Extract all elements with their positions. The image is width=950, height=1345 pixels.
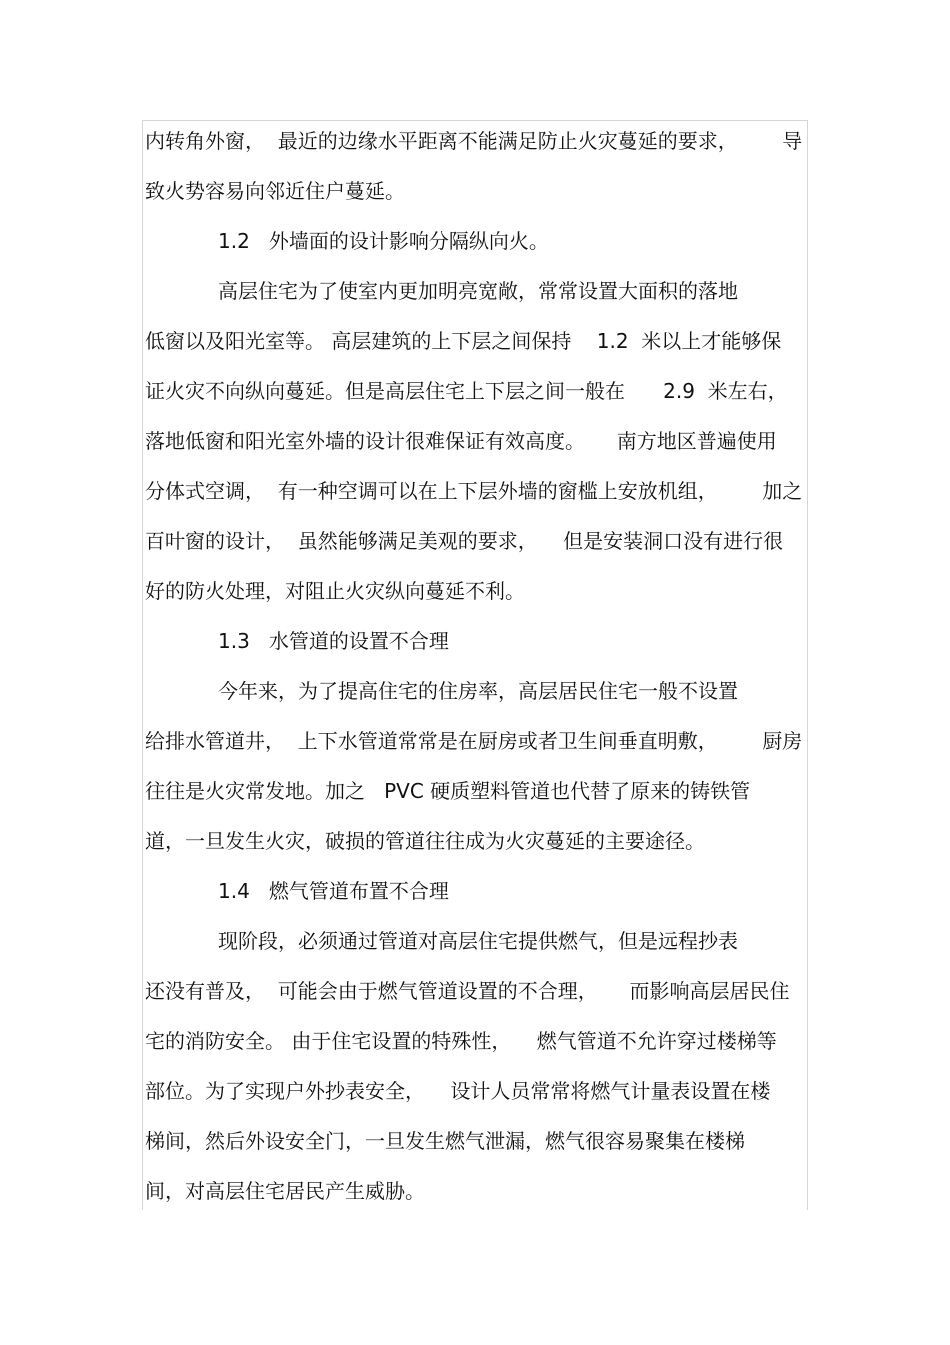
page-frame-top-border <box>142 120 808 121</box>
paragraph-line-12: 今年来，为了提高住宅的住房率，高层居民住宅一般不设置 <box>218 679 738 703</box>
paragraph-line-19: 宅的消防安全。 由于住宅设置的特殊性， 燃气管道不允许穿过楼梯等 <box>145 1029 777 1053</box>
paragraph-line-17: 现阶段，必须通过管道对高层住宅提供燃气，但是远程抄表 <box>218 929 738 953</box>
paragraph-line-1: 内转角外窗， 最近的边缘水平距离不能满足防止火灾蔓延的要求， 导 <box>145 129 803 153</box>
page-frame-right-border <box>807 120 808 1210</box>
section-heading-1-2: 1.2 外墙面的设计影响分隔纵向火。 <box>218 229 549 253</box>
section-heading-1-4: 1.4 燃气管道布置不合理 <box>218 879 449 903</box>
paragraph-line-4: 高层住宅为了使室内更加明亮宽敞，常常设置大面积的落地 <box>218 279 738 303</box>
paragraph-line-14: 往往是火灾常发地。加之 PVC 硬质塑料管道也代替了原来的铸铁管 <box>145 779 751 803</box>
paragraph-line-5: 低窗以及阳光室等。 高层建筑的上下层之间保持 1.2 米以上才能够保 <box>145 329 782 353</box>
paragraph-line-20: 部位。为了实现户外抄表安全， 设计人员常常将燃气计量表设置在楼 <box>145 1079 771 1103</box>
section-heading-1-3: 1.3 水管道的设置不合理 <box>218 629 449 653</box>
paragraph-line-9: 百叶窗的设计， 虽然能够满足美观的要求， 但是安装洞口没有进行很 <box>145 529 784 553</box>
paragraph-line-22: 间，对高层住宅居民产生威胁。 <box>145 1179 425 1203</box>
paragraph-line-10: 好的防火处理，对阻止火灾纵向蔓延不利。 <box>145 579 525 603</box>
paragraph-line-2: 致火势容易向邻近住户蔓延。 <box>145 179 405 203</box>
paragraph-line-8: 分体式空调， 有一种空调可以在上下层外墙的窗槛上安放机组， 加之 <box>145 479 803 503</box>
paragraph-line-13: 给排水管道井， 上下水管道常常是在厨房或者卫生间垂直明敷， 厨房 <box>145 729 803 753</box>
paragraph-line-7: 落地低窗和阳光室外墙的设计很难保证有效高度。 南方地区普遍使用 <box>145 429 777 453</box>
paragraph-line-6: 证火灾不向纵向蔓延。但是高层住宅上下层之间一般在 2.9 米左右， <box>145 379 788 403</box>
paragraph-line-15: 道，一旦发生火灾，破损的管道往往成为火灾蔓延的主要途径。 <box>145 829 705 853</box>
paragraph-line-18: 还没有普及， 可能会由于燃气管道设置的不合理， 而影响高层居民住 <box>145 979 790 1003</box>
paragraph-line-21: 梯间，然后外设安全门，一旦发生燃气泄漏，燃气很容易聚集在楼梯 <box>145 1129 745 1153</box>
page-frame-left-border <box>142 120 143 1210</box>
